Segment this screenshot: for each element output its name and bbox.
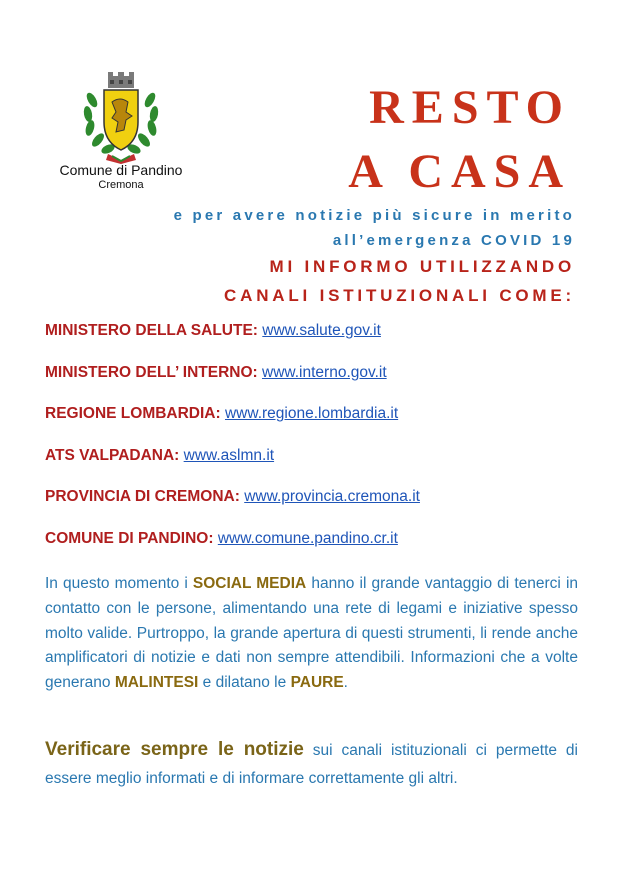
channel-label: MINISTERO DELLA SALUTE: [45,322,258,339]
channel-item [45,447,585,489]
town-province: Cremona [98,179,144,191]
social-media-paragraph [45,572,578,696]
highlight-malintesi: MALINTESI [114,674,199,692]
channel-item [45,488,585,530]
subtitle-line-1: e per avere notizie più sicure in merito [173,207,575,224]
subtitle-line-2: all’emergenza COVID 19 [332,232,575,249]
channel-item [45,530,585,572]
closing-emphasis: Verificare sempre le notizie [45,739,304,760]
channel-item [45,405,585,447]
highlight-social-media: SOCIAL MEDIA [192,575,307,592]
channel-link[interactable]: www.interno.gov.it [262,363,387,381]
channel-link[interactable]: www.salute.gov.it [262,322,381,339]
channel-link[interactable]: www.regione.lombardia.it [224,405,399,422]
channel-label: ATS VALPADANA: [45,446,180,464]
paragraph-text: In questo momento i [45,575,193,592]
channel-item [45,322,585,364]
closing-paragraph [45,736,578,793]
call-line-2: CANALI ISTITUZIONALI COME: [224,286,575,305]
channel-label: PROVINCIA DI CREMONA: [45,488,240,505]
closing-text: sui canali istituzionali ci permette di essere meglio informati e di informare correttamente gli altri. [45,742,578,787]
channel-label: REGIONE LOMBARDIA: [45,405,221,422]
headline-line-1: RESTO [369,81,571,134]
town-name: Comune di Pandino [59,162,183,178]
channel-label: COMUNE DI PANDINO: [45,529,214,547]
call-line-1: MI INFORMO UTILIZZANDO [269,257,575,276]
paragraph-text: hanno il grande vantaggio di tenerci in contatto con le persone, alimentando una rete di legami e iniziative spesso molto valide. Purtroppo, la grande apertura di questi strumenti, li rende anche amplificatori di notizie e dati non sempre attendibili. Informazioni che a volte generano [45,575,579,692]
comune-coat-of-arms-icon [78,72,164,164]
highlight-paure: PAURE [290,674,344,692]
channel-link[interactable]: www.comune.pandino.cr.it [217,529,398,547]
channel-link[interactable]: www.aslmn.it [183,446,275,464]
channel-item [45,364,585,406]
paragraph-text: e dilatano le [198,674,291,692]
channel-label: MINISTERO DELL’ INTERNO: [45,363,258,381]
paragraph-text: . [343,674,348,692]
headline-line-2: A CASA [348,145,571,198]
channel-list [45,322,585,571]
channel-link[interactable]: www.provincia.cremona.it [244,488,420,505]
